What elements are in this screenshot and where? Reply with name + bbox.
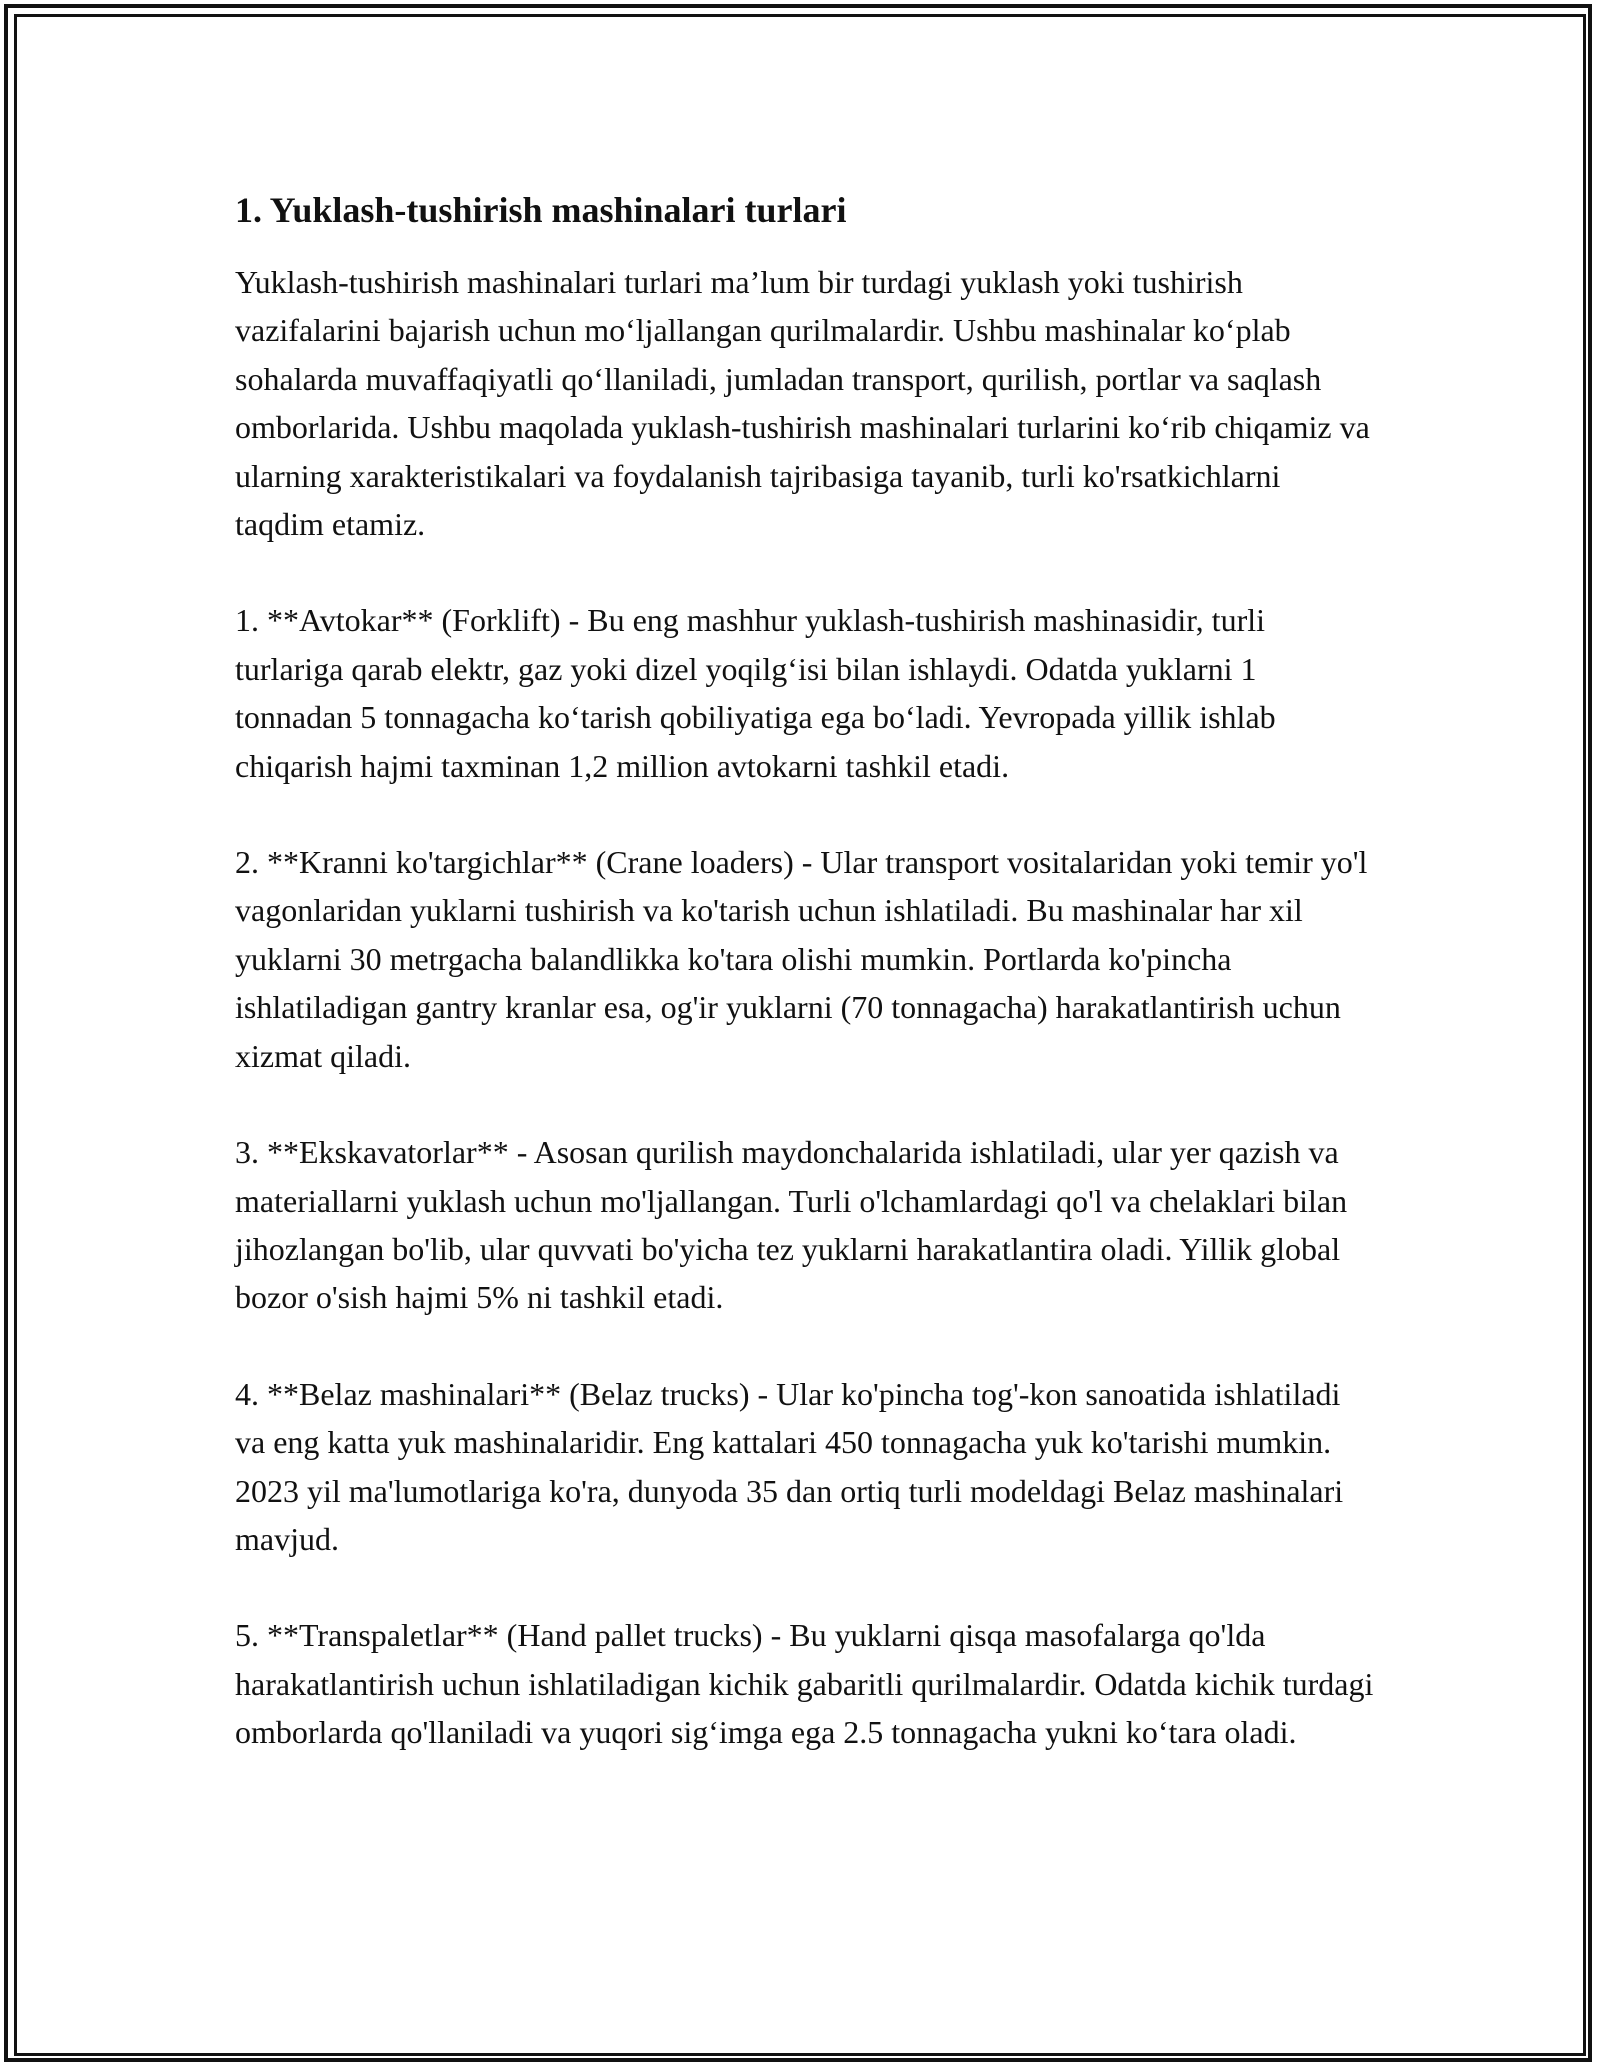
intro-paragraph: Yuklash-tushirish mashinalari turlari ma’lum bir turdagi yuklash yoki tushirish vazifalarini bajarish uchun mo‘ljallangan qurilmalardir. Ushbu mashinalar ko‘plab sohalarda muvaffaqiyatli qo‘llaniladi, jumladan transport, qurilish, portlar va saqlash omborlarida. Ushbu maqolada yuklash-tushirish mashinalari turlarini ko‘rib chiqamiz va ularning xarakteristikalari va foydalanish tajribasiga tayanib, turli ko'rsatkichlarni taqdim etamiz. — [235, 264, 1370, 543]
paragraph-hand-pallet-trucks: 5. **Transpaletlar** (Hand pallet trucks) - Bu yuklarni qisqa masofalarga qo'lda harakatlantirish uchun ishlatiladigan kichik gabaritli qurilmalardir. Odatda kichik turdagi omborlarda qo'llaniladi va yuqori sig‘imga ega 2.5 tonnagacha yukni ko‘tara oladi. — [235, 1617, 1374, 1751]
paragraph-belaz-trucks: 4. **Belaz mashinalari** (Belaz trucks) - Ular ko'pincha tog'-kon sanoatida ishlatiladi va eng katta yuk mashinalaridir. Eng kattalari 450 tonnagacha yuk ko'tarishi mumkin. 2023 yil ma'lumotlariga ko'ra, dunyoda 35 dan ortiq turli modeldagi Belaz mashinalari mavjud. — [235, 1375, 1344, 1557]
paragraph-forklift: 1. **Avtokar** (Forklift) - Bu eng mashhur yuklash-tushirish mashinasidir, turli turlariga qarab elektr, gaz yoki dizel yoqilg‘isi bilan ishlaydi. Odatda yuklarni 1 tonnadan 5 tonnagacha ko‘tarish qobiliyatiga ega bo‘ladi. Yevropada yillik ishlab chiqarish hajmi taxminan 1,2 million avtokarni tashkil etadi. — [235, 602, 1276, 784]
document-heading: 1. Yuklash-tushirish mashinalari turlari — [235, 190, 847, 230]
paragraph-excavators: 3. **Ekskavatorlar** - Asosan qurilish maydonchalarida ishlatiladi, ular yer qazish va materiallarni yuklash uchun mo'ljallangan. Turli o'lchamlardagi qo'l va chelaklari bilan jihozlangan bo'lib, ular quvvati bo'yicha tez yuklarni harakatlantira oladi. Yillik global bozor o'sish hajmi 5% ni tashkil etadi. — [235, 1134, 1348, 1316]
document-body — [235, 186, 1375, 1805]
paragraph-crane-loaders: 2. **Kranni ko'targichlar** (Crane loaders) - Ular transport vositalaridan yoki temir yo'l vagonlaridan yuklarni tushirish va ko'tarish uchun ishlatiladi. Bu mashinalar har xil yuklarni 30 metrgacha balandlikka ko'tara olishi mumkin. Portlarda ko'pincha ishlatiladigan gantry kranlar esa, og'ir yuklarni (70 tonnagacha) harakatlantirish uchun xizmat qiladi. — [235, 844, 1368, 1074]
